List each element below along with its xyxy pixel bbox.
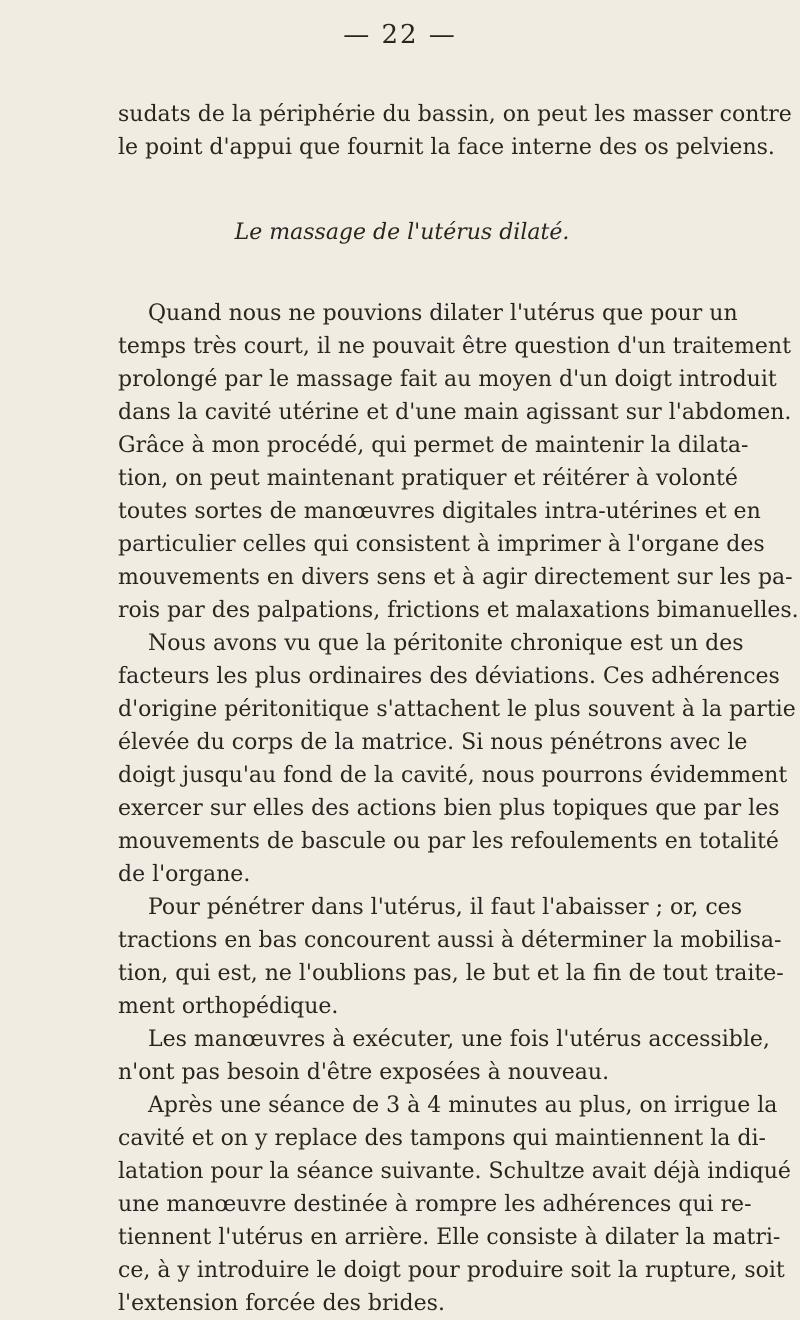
- text-line: mouvements en divers sens et à agir directement sur les pa-: [118, 565, 793, 590]
- text-line: latation pour la séance suivante. Schultze avait déjà indiqué: [118, 1159, 791, 1184]
- text-line: tion, on peut maintenant pratiquer et réitérer à volonté: [118, 466, 738, 491]
- text-line: particulier celles qui consistent à imprimer à l'organe des: [118, 532, 765, 557]
- text-line: ment orthopédique.: [118, 994, 339, 1019]
- paragraph-first-line: Pour pénétrer dans l'utérus, il faut l'abaisser ; or, ces: [148, 895, 742, 920]
- text-line: le point d'appui que fournit la face interne des os pelviens.: [118, 135, 775, 160]
- text-line: élevée du corps de la matrice. Si nous pénétrons avec le: [118, 730, 748, 755]
- text-line: Grâce à mon procédé, qui permet de maintenir la dilata-: [118, 433, 749, 458]
- text-line: ce, à y introduire le doigt pour produire soit la rupture, soit: [118, 1258, 785, 1283]
- paragraph-first-line: Quand nous ne pouvions dilater l'utérus que pour un: [148, 301, 738, 326]
- text-line: dans la cavité utérine et d'une main agissant sur l'abdomen.: [118, 400, 792, 425]
- text-line: prolongé par le massage fait au moyen d'un doigt introduit: [118, 367, 777, 392]
- text-line: tion, qui est, ne l'oublions pas, le but et la fin de tout traite-: [118, 961, 784, 986]
- text-line: doigt jusqu'au fond de la cavité, nous pourrons évidemment: [118, 763, 788, 788]
- text-block: [118, 98, 799, 1320]
- paragraph-first-line: Nous avons vu que la péritonite chronique est un des: [148, 631, 744, 656]
- section-heading: Le massage de l'utérus dilaté.: [234, 220, 570, 245]
- text-line: cavité et on y replace des tampons qui maintiennent la di-: [118, 1126, 766, 1151]
- text-line: mouvements de bascule ou par les refoulements en totalité: [118, 829, 779, 854]
- paragraph-first-line: Les manœuvres à exécuter, une fois l'utérus accessible,: [148, 1027, 770, 1052]
- text-line: toutes sortes de manœuvres digitales intra-utérines et en: [118, 499, 761, 524]
- text-line: de l'organe.: [118, 862, 251, 887]
- text-line: facteurs les plus ordinaires des déviations. Ces adhérences: [118, 664, 780, 689]
- text-line: tiennent l'utérus en arrière. Elle consiste à dilater la matri-: [118, 1225, 781, 1250]
- text-line: temps très court, il ne pouvait être question d'un traitement: [118, 334, 791, 359]
- text-line: exercer sur elles des actions bien plus topiques que par les: [118, 796, 780, 821]
- text-line: l'extension forcée des brides.: [118, 1291, 445, 1316]
- text-line: rois par des palpations, frictions et malaxations bimanuelles.: [118, 598, 799, 623]
- text-line: tractions en bas concourent aussi à déterminer la mobilisa-: [118, 928, 782, 953]
- paragraph-first-line: Après une séance de 3 à 4 minutes au plus, on irrigue la: [148, 1093, 778, 1118]
- text-line: d'origine péritonitique s'attachent le plus souvent à la partie: [118, 697, 796, 722]
- text-line: sudats de la périphérie du bassin, on peut les masser contre: [118, 102, 792, 127]
- text-line: n'ont pas besoin d'être exposées à nouveau.: [118, 1060, 610, 1085]
- text-line: une manœuvre destinée à rompre les adhérences qui re-: [118, 1192, 752, 1217]
- page-number: — 22 —: [343, 20, 457, 50]
